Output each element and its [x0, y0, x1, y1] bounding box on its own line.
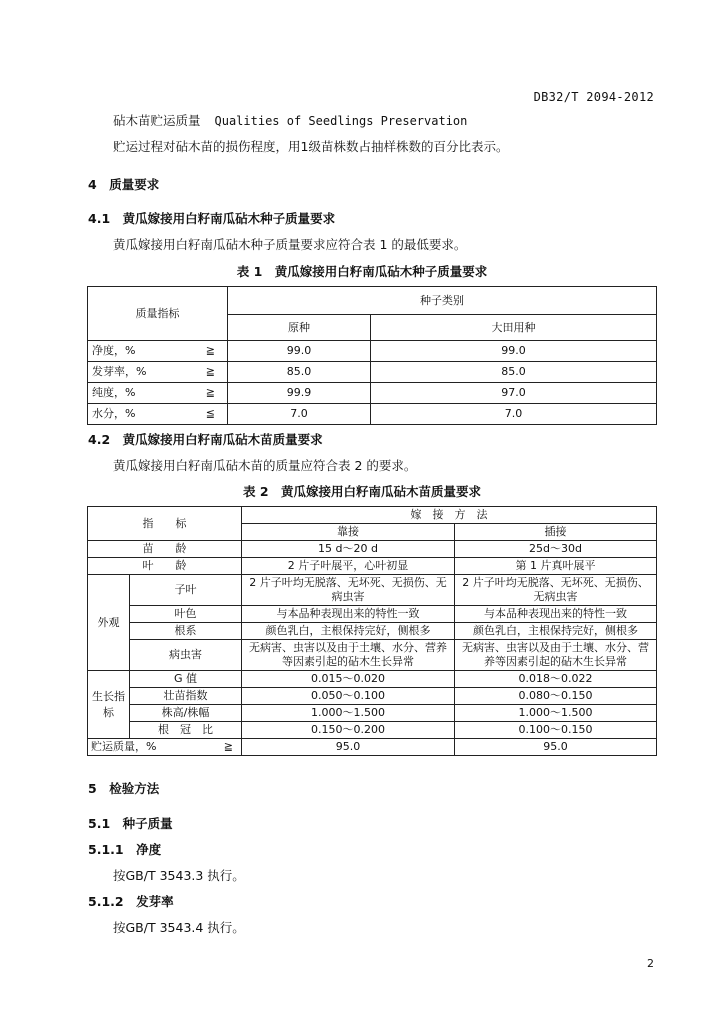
section-5-1-2-title: 5.1.2 发芽率: [88, 894, 174, 909]
t1-cell: 85.0: [228, 362, 371, 383]
t1-row-label: 发芽率，%: [88, 362, 186, 383]
t2-storage-label: 贮运质量，%: [88, 739, 200, 756]
t1-row-symbol: ≧: [186, 383, 228, 404]
t2-row-label: 叶色: [130, 606, 242, 623]
t2-col-insertion: 插接: [455, 524, 657, 541]
table-row: [88, 705, 657, 722]
table-row: [88, 623, 657, 640]
t1-cell: 7.0: [228, 404, 371, 425]
t2-growth-label: 生长指标: [88, 671, 130, 739]
t2-storage-symbol: ≧: [200, 739, 242, 756]
t2-cell: 95.0: [242, 739, 455, 756]
term-title-en: Qualities of Seedlings Preservation: [214, 114, 468, 128]
t2-row-label: 根系: [130, 623, 242, 640]
t2-row-label: 病虫害: [130, 640, 242, 671]
t2-seedling-age-label: 苗 龄: [88, 541, 242, 558]
table-row: [88, 341, 657, 362]
t2-cell: 无病害、虫害以及由于土壤、水分、营养等因素引起的砧木生长异常: [242, 640, 455, 671]
t1-col-field: 大田用种: [371, 315, 657, 341]
t2-cell: 0.015～0.020: [242, 671, 455, 688]
t1-col-original: 原种: [228, 315, 371, 341]
table-row: [88, 688, 657, 705]
t2-head-indicator: 指 标: [88, 507, 242, 541]
t2-cell: 0.018～0.022: [455, 671, 657, 688]
t1-row-label: 纯度，%: [88, 383, 186, 404]
table-row: [88, 362, 657, 383]
table-row: [88, 640, 657, 671]
section-5-title: 5 检验方法: [88, 781, 160, 796]
t2-cell: 0.100～0.150: [455, 722, 657, 739]
t2-head-method: 嫁 接 方 法: [242, 507, 657, 524]
t2-cell: 25d～30d: [455, 541, 657, 558]
standard-number: DB32/T 2094-2012: [533, 90, 654, 104]
t2-cell: 与本品种表现出来的特性一致: [455, 606, 657, 623]
t1-cell: 99.9: [228, 383, 371, 404]
t2-row-label: G 值: [130, 671, 242, 688]
t2-leaf-age-label: 叶 龄: [88, 558, 242, 575]
term-definition: 贮运过程对砧木苗的损伤程度，用1级苗株数占抽样株数的百分比表示。: [113, 139, 509, 154]
section-4-2-text: 黄瓜嫁接用白籽南瓜砧木苗的质量应符合表 2 的要求。: [113, 458, 417, 473]
section-4-2-title: 4.2 黄瓜嫁接用白籽南瓜砧木苗质量要求: [88, 432, 323, 447]
t1-row-symbol: ≦: [186, 404, 228, 425]
term-title-cn: 砧木苗贮运质量: [113, 113, 201, 128]
t2-cell: 0.050～0.100: [242, 688, 455, 705]
table-row: [88, 739, 657, 756]
t1-row-symbol: ≧: [186, 362, 228, 383]
t1-head-category: 种子类别: [228, 287, 657, 315]
t1-row-symbol: ≧: [186, 341, 228, 362]
t1-cell: 97.0: [371, 383, 657, 404]
t1-cell: 99.0: [228, 341, 371, 362]
section-5-1-1-title: 5.1.1 净度: [88, 842, 162, 857]
table-1-caption: 表 1 黄瓜嫁接用白籽南瓜砧木种子质量要求: [236, 264, 488, 279]
table-row: [88, 383, 657, 404]
t1-row-label: 水分，%: [88, 404, 186, 425]
table-row: [88, 575, 657, 606]
section-4-1-text: 黄瓜嫁接用白籽南瓜砧木种子质量要求应符合表 1 的最低要求。: [113, 237, 467, 252]
t2-row-label: 壮苗指数: [130, 688, 242, 705]
table-row: [88, 558, 657, 575]
section-5-1-2-text: 按GB/T 3543.4 执行。: [113, 920, 245, 935]
term-heading: [113, 111, 467, 129]
t2-cell: 无病害、虫害以及由于土壤、水分、营养等因素引起的砧木生长异常: [455, 640, 657, 671]
t2-col-approach: 靠接: [242, 524, 455, 541]
section-5-1-1-text: 按GB/T 3543.3 执行。: [113, 868, 245, 883]
t2-cell: 15 d～20 d: [242, 541, 455, 558]
table-2-caption: 表 2 黄瓜嫁接用白籽南瓜砧木苗质量要求: [242, 484, 482, 499]
t2-appearance-label: 外观: [88, 575, 130, 671]
t2-cell: 颜色乳白，主根保持完好，侧根多: [455, 623, 657, 640]
table-row: [88, 606, 657, 623]
t1-cell: 85.0: [371, 362, 657, 383]
table-row: [88, 671, 657, 688]
table-row: [88, 541, 657, 558]
table-row: [88, 722, 657, 739]
t2-row-label: 株高/株幅: [130, 705, 242, 722]
t2-cell: 1.000～1.500: [242, 705, 455, 722]
t2-cell: 0.150～0.200: [242, 722, 455, 739]
t2-row-label: 子叶: [130, 575, 242, 606]
t2-cell: 2 片子叶均无脱落、无坏死、无损伤、无病虫害: [455, 575, 657, 606]
t1-cell: 7.0: [371, 404, 657, 425]
t2-cell: 1.000～1.500: [455, 705, 657, 722]
table-1: [87, 286, 657, 425]
t2-cell: 颜色乳白，主根保持完好，侧根多: [242, 623, 455, 640]
t2-cell: 第 1 片真叶展平: [455, 558, 657, 575]
section-5-1-title: 5.1 种子质量: [88, 816, 173, 831]
section-4-title: 4 质量要求: [88, 177, 160, 192]
t1-head-indicator: 质量指标: [88, 287, 228, 341]
section-4-1-title: 4.1 黄瓜嫁接用白籽南瓜砧木种子质量要求: [88, 211, 336, 226]
table-2: [87, 506, 657, 756]
t2-cell: 0.080～0.150: [455, 688, 657, 705]
t1-row-label: 净度，%: [88, 341, 186, 362]
t1-cell: 99.0: [371, 341, 657, 362]
t2-row-label: 根 冠 比: [130, 722, 242, 739]
t2-cell: 2 片子叶均无脱落、无坏死、无损伤、无病虫害: [242, 575, 455, 606]
t2-cell: 2 片子叶展平，心叶初显: [242, 558, 455, 575]
table-row: [88, 404, 657, 425]
page-number: 2: [647, 957, 654, 970]
t2-cell: 95.0: [455, 739, 657, 756]
t2-cell: 与本品种表现出来的特性一致: [242, 606, 455, 623]
